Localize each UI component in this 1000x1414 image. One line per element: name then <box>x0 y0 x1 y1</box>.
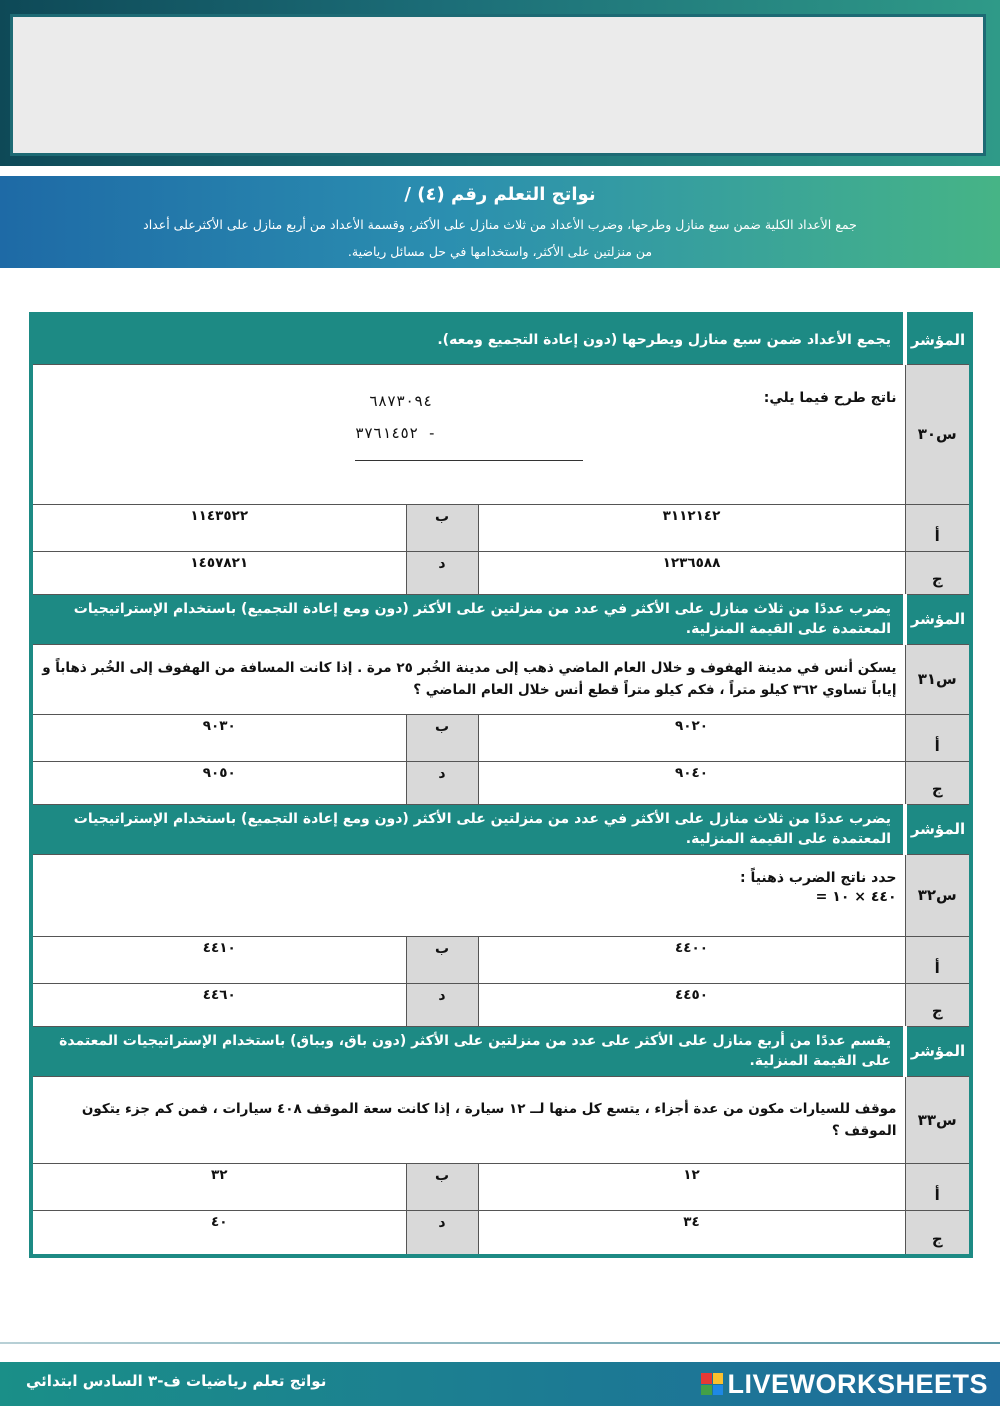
option-label-c: ج <box>905 761 971 804</box>
option-d[interactable]: ٤٠ <box>31 1210 406 1256</box>
options-row <box>31 1163 971 1210</box>
top-frame <box>0 0 1000 166</box>
question-row <box>31 1076 971 1163</box>
banner-description-line2: من منزلتين على الأكثر، واستخدامها في حل مسائل رياضية. <box>347 244 653 259</box>
option-label-c: ج <box>905 1210 971 1256</box>
options-row <box>31 714 971 761</box>
option-label-b: ب <box>406 714 478 761</box>
question-prompt: ناتج طرح فيما يلي: <box>763 390 897 406</box>
option-d[interactable]: ٩٠٥٠ <box>31 761 406 804</box>
question-text-line2: ٤٤٠ × ١٠ = <box>815 888 897 905</box>
option-label-a: أ <box>905 504 971 551</box>
liveworksheets-logo-icon <box>701 1373 723 1395</box>
question-row <box>31 644 971 714</box>
option-label-a: أ <box>905 936 971 983</box>
option-b[interactable]: ٩٠٣٠ <box>31 714 406 761</box>
option-a[interactable]: ٤٤٠٠ <box>478 936 905 983</box>
option-label-d: د <box>406 1210 478 1256</box>
logo-square-yellow <box>713 1373 724 1384</box>
indicator-text: يقسم عددًا من أربع منازل على الأكثر على عدد من منزلتين على الأكثر (دون باق، وبباق) باستخدام الإستراتيجيات المعتمدة على القيمة المنزلية. <box>31 1026 905 1076</box>
indicator-row <box>31 314 971 364</box>
banner-description-line1: جمع الأعداد الكلية ضمن سبع منازل وطرحها، وضرب الأعداد من ثلاث منازل على الأكثر، وقسمة الأعداد من أربع منازل على الأكثرعلى أعداد <box>143 217 857 232</box>
question-text: يسكن أنس في مدينة الهفوف و خلال العام الماضي ذهب إلى مدينة الخُبر ٢٥ مرة . إذا كانت المسافة من الهفوف إلى الخُبر ذهاباً و إياباً تساوي ٣٦٢ كيلو متراً ، فكم كيلو متراً قطع أنس خلال العام الماضي ؟ <box>31 644 905 714</box>
option-label-b: ب <box>406 504 478 551</box>
subtrahend: ٣٧٦١٤٥٢ - <box>355 424 437 442</box>
title-box <box>10 14 986 156</box>
question-row <box>31 364 971 504</box>
indicator-row <box>31 1026 971 1076</box>
option-label-c: ج <box>905 983 971 1026</box>
option-label-a: أ <box>905 1163 971 1210</box>
question-number: س٣١ <box>905 644 971 714</box>
logo-square-red <box>701 1373 712 1384</box>
indicator-label: المؤشر <box>905 1026 971 1076</box>
option-label-b: ب <box>406 936 478 983</box>
footer-divider <box>0 1342 1000 1344</box>
question-row <box>31 854 971 936</box>
option-label-d: د <box>406 983 478 1026</box>
subtraction-problem <box>355 392 583 461</box>
options-row <box>31 761 971 804</box>
options-row <box>31 983 971 1026</box>
option-label-d: د <box>406 761 478 804</box>
subtraction-rule <box>355 460 583 461</box>
option-a[interactable]: ٣١١٢١٤٢ <box>478 504 905 551</box>
question-number: س٣٢ <box>905 854 971 936</box>
banner-description <box>90 211 910 265</box>
option-d[interactable]: ٤٤٦٠ <box>31 983 406 1026</box>
liveworksheets-brand[interactable] <box>701 1368 988 1400</box>
option-d[interactable]: ١٤٥٧٨٢١ <box>31 551 406 594</box>
question-number: س٣٠ <box>905 364 971 504</box>
banner-title: نواتج التعلم رقم (٤) / <box>404 184 596 205</box>
question-text-line1: حدد ناتج الضرب ذهنياً : <box>739 869 897 886</box>
indicator-text: يضرب عددًا من ثلاث منازل على الأكثر في عدد من منزلتين على الأكثر (دون ومع إعادة التجميع) باستخدام الإستراتيجيات المعتمدة على القيمة المنزلية. <box>31 594 905 644</box>
option-a[interactable]: ٩٠٢٠ <box>478 714 905 761</box>
logo-square-blue <box>713 1385 724 1396</box>
minuend: ٦٨٧٣٠٩٤ <box>369 392 433 410</box>
indicator-row <box>31 594 971 644</box>
indicator-label: المؤشر <box>905 314 971 364</box>
options-row <box>31 551 971 594</box>
footer-text: نواتج تعلم رياضيات ف-٣ السادس ابتدائي <box>26 1372 327 1390</box>
options-row <box>31 504 971 551</box>
option-label-c: ج <box>905 551 971 594</box>
options-row <box>31 1210 971 1256</box>
option-a[interactable]: ١٢ <box>478 1163 905 1210</box>
option-b[interactable]: ٤٤١٠ <box>31 936 406 983</box>
footer <box>0 1362 1000 1406</box>
option-c[interactable]: ١٢٣٦٥٨٨ <box>478 551 905 594</box>
option-c[interactable]: ٩٠٤٠ <box>478 761 905 804</box>
option-b[interactable]: ٣٢ <box>31 1163 406 1210</box>
option-c[interactable]: ٣٤ <box>478 1210 905 1256</box>
question-number: س٣٣ <box>905 1076 971 1163</box>
indicator-row <box>31 804 971 854</box>
option-label-a: أ <box>905 714 971 761</box>
option-label-d: د <box>406 551 478 594</box>
indicator-label: المؤشر <box>905 804 971 854</box>
questions-table <box>29 312 973 1258</box>
options-row <box>31 936 971 983</box>
option-label-b: ب <box>406 1163 478 1210</box>
brand-name: LIVEWORKSHEETS <box>727 1368 988 1399</box>
option-b[interactable]: ١١٤٣٥٢٢ <box>31 504 406 551</box>
indicator-label: المؤشر <box>905 594 971 644</box>
option-c[interactable]: ٤٤٥٠ <box>478 983 905 1026</box>
question-text <box>31 854 905 936</box>
indicator-text: يضرب عددًا من ثلاث منازل على الأكثر في عدد من منزلتين على الأكثر (دون ومع إعادة التجميع) باستخدام الإستراتيجيات المعتمدة على القيمة المنزلية. <box>31 804 905 854</box>
learning-outcome-banner <box>0 176 1000 268</box>
logo-square-green <box>701 1385 712 1396</box>
question-text: موقف للسيارات مكون من عدة أجزاء ، يتسع كل منها لــ ١٢ سيارة ، إذا كانت سعة الموقف ٤٠٨ سيارات ، فمن كم جزء يتكون الموقف ؟ <box>31 1076 905 1163</box>
indicator-text: يجمع الأعداد ضمن سبع منازل ويطرحها (دون إعادة التجميع ومعه). <box>31 314 905 364</box>
question-body <box>31 364 905 504</box>
